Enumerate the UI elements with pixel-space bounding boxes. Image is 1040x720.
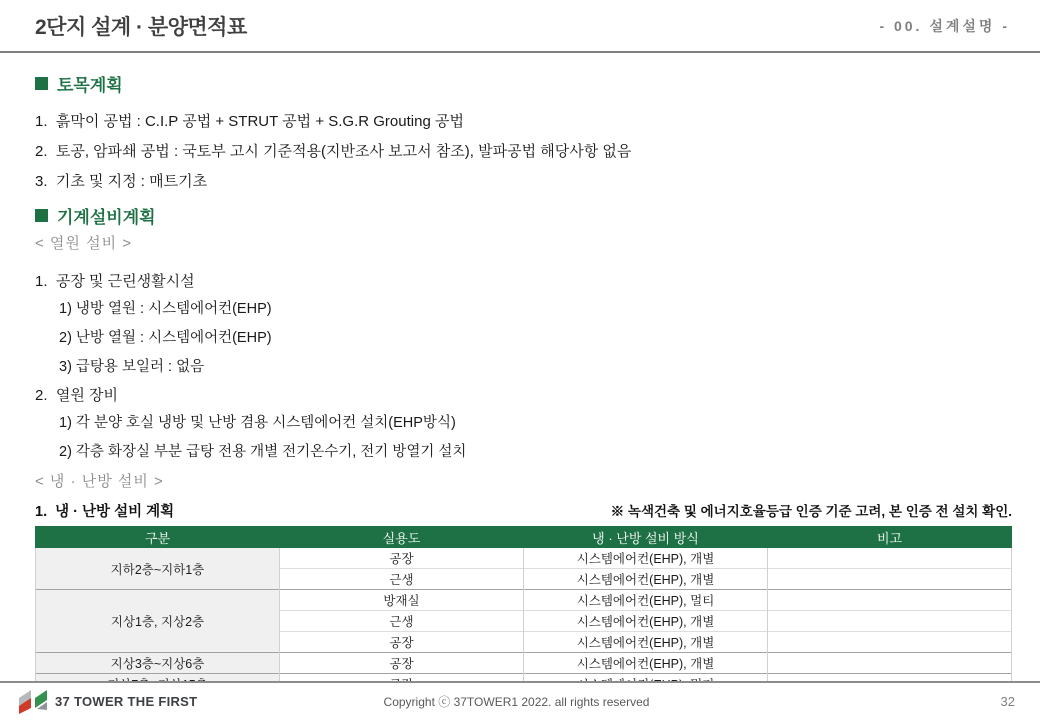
table-caption: 1. 냉 · 난방 설비 계획 [35,504,175,520]
usage-cell: 공장 [280,548,524,569]
usage-cell: 방재실 [280,590,524,611]
hvac-sublabel: < 냉 · 난방 설비 > [35,473,164,490]
usage-cell: 근생 [280,611,524,632]
remarks-cell [768,548,1012,569]
section-tag: - 00. 설계설명 - [879,17,1010,34]
table-caption-row [35,500,1012,520]
civil-item: 2. 토공, 암파쇄 공법 : 국토부 고시 기준적용(지반조사 보고서 참조), 발파공법 해당사항 없음 [35,143,632,160]
company-logo-text: 37 TOWER THE FIRST [55,694,198,709]
slide-content [0,73,1040,695]
slide-footer [0,681,1040,720]
hvac-plan-table [35,526,1012,695]
usage-cell: 공장 [280,653,524,674]
sub-item: 1) 냉방 열원 : 시스템에어컨(EHP) [59,301,272,317]
floor-group-cell: 지상1층, 지상2층 [36,590,280,653]
floor-group-cell: 지하2층~지하1층 [36,548,280,590]
heat-source-sublabel: < 열원 설비 > [35,235,132,252]
method-cell: 시스템에어컨(EHP), 개별 [524,653,768,674]
table-row [36,548,1012,569]
footer-brand [18,690,311,714]
green-square-bullet-icon [35,77,48,90]
civil-item-list [35,107,1012,197]
remarks-cell [768,611,1012,632]
civil-section-heading [35,73,1012,93]
mechanical-section-heading [35,205,1012,225]
green-square-bullet-icon [35,209,48,222]
method-cell: 시스템에어컨(EHP), 개별 [524,569,768,590]
mech-item-1: 1. 공장 및 근린생활시설 [35,273,195,290]
page-title: 2단지 설계 · 분양면적표 [35,15,247,39]
floor-group-cell: 지상3층~지상6층 [36,653,280,674]
mech-item-1-subs [35,295,1012,382]
sub-item: 3) 급탕용 보일러 : 없음 [59,359,205,375]
certification-note: ※ 녹색건축 및 에너지호율등급 인증 기준 고려, 본 인증 전 설치 확인. [610,504,1012,519]
sub-item: 2) 난방 열월 : 시스템에어컨(EHP) [59,330,272,346]
mechanical-heading-label: 기계설비계획 [57,207,156,227]
remarks-cell [768,653,1012,674]
table-row [36,590,1012,611]
method-cell: 시스템에어컨(EHP), 멀티 [524,590,768,611]
usage-cell: 공장 [280,632,524,653]
civil-item: 3. 기초 및 지정 : 매트기초 [35,173,208,190]
remarks-cell [768,632,1012,653]
method-cell: 시스템에어컨(EHP), 개별 [524,548,768,569]
usage-cell: 근생 [280,569,524,590]
col-header-remarks: 비고 [768,527,1012,548]
sub-item: 1) 각 분양 호실 냉방 및 난방 겸용 시스템에어컨 설치(EHP방식) [59,415,456,431]
mech-item-2: 2. 열원 장비 [35,387,118,404]
copyright-text: Copyright ⓒ 37TOWER1 2022. all rights reserved [383,695,650,709]
civil-heading-label: 토목계획 [57,75,123,95]
method-cell: 시스템에어컨(EHP), 개별 [524,611,768,632]
slide-header [0,0,1040,53]
civil-item: 1. 흙막이 공법 : C.I.P 공법 + STRUT 공법 + S.G.R Grouting 공법 [35,113,464,130]
company-logo-icon [18,690,48,714]
page-number: 32 [1000,694,1015,709]
remarks-cell [768,569,1012,590]
method-cell: 시스템에어컨(EHP), 개별 [524,632,768,653]
mech-item-2-subs [35,409,1012,467]
sub-item: 2) 각층 화장실 부분 급탕 전용 개별 전기온수기, 전기 방열기 설치 [59,444,467,460]
col-header-method: 냉 · 난방 설비 방식 [524,527,768,548]
remarks-cell [768,590,1012,611]
col-header-category: 구분 [36,527,280,548]
col-header-usage: 실용도 [280,527,524,548]
table-row [36,653,1012,674]
table-header-row [36,527,1012,548]
